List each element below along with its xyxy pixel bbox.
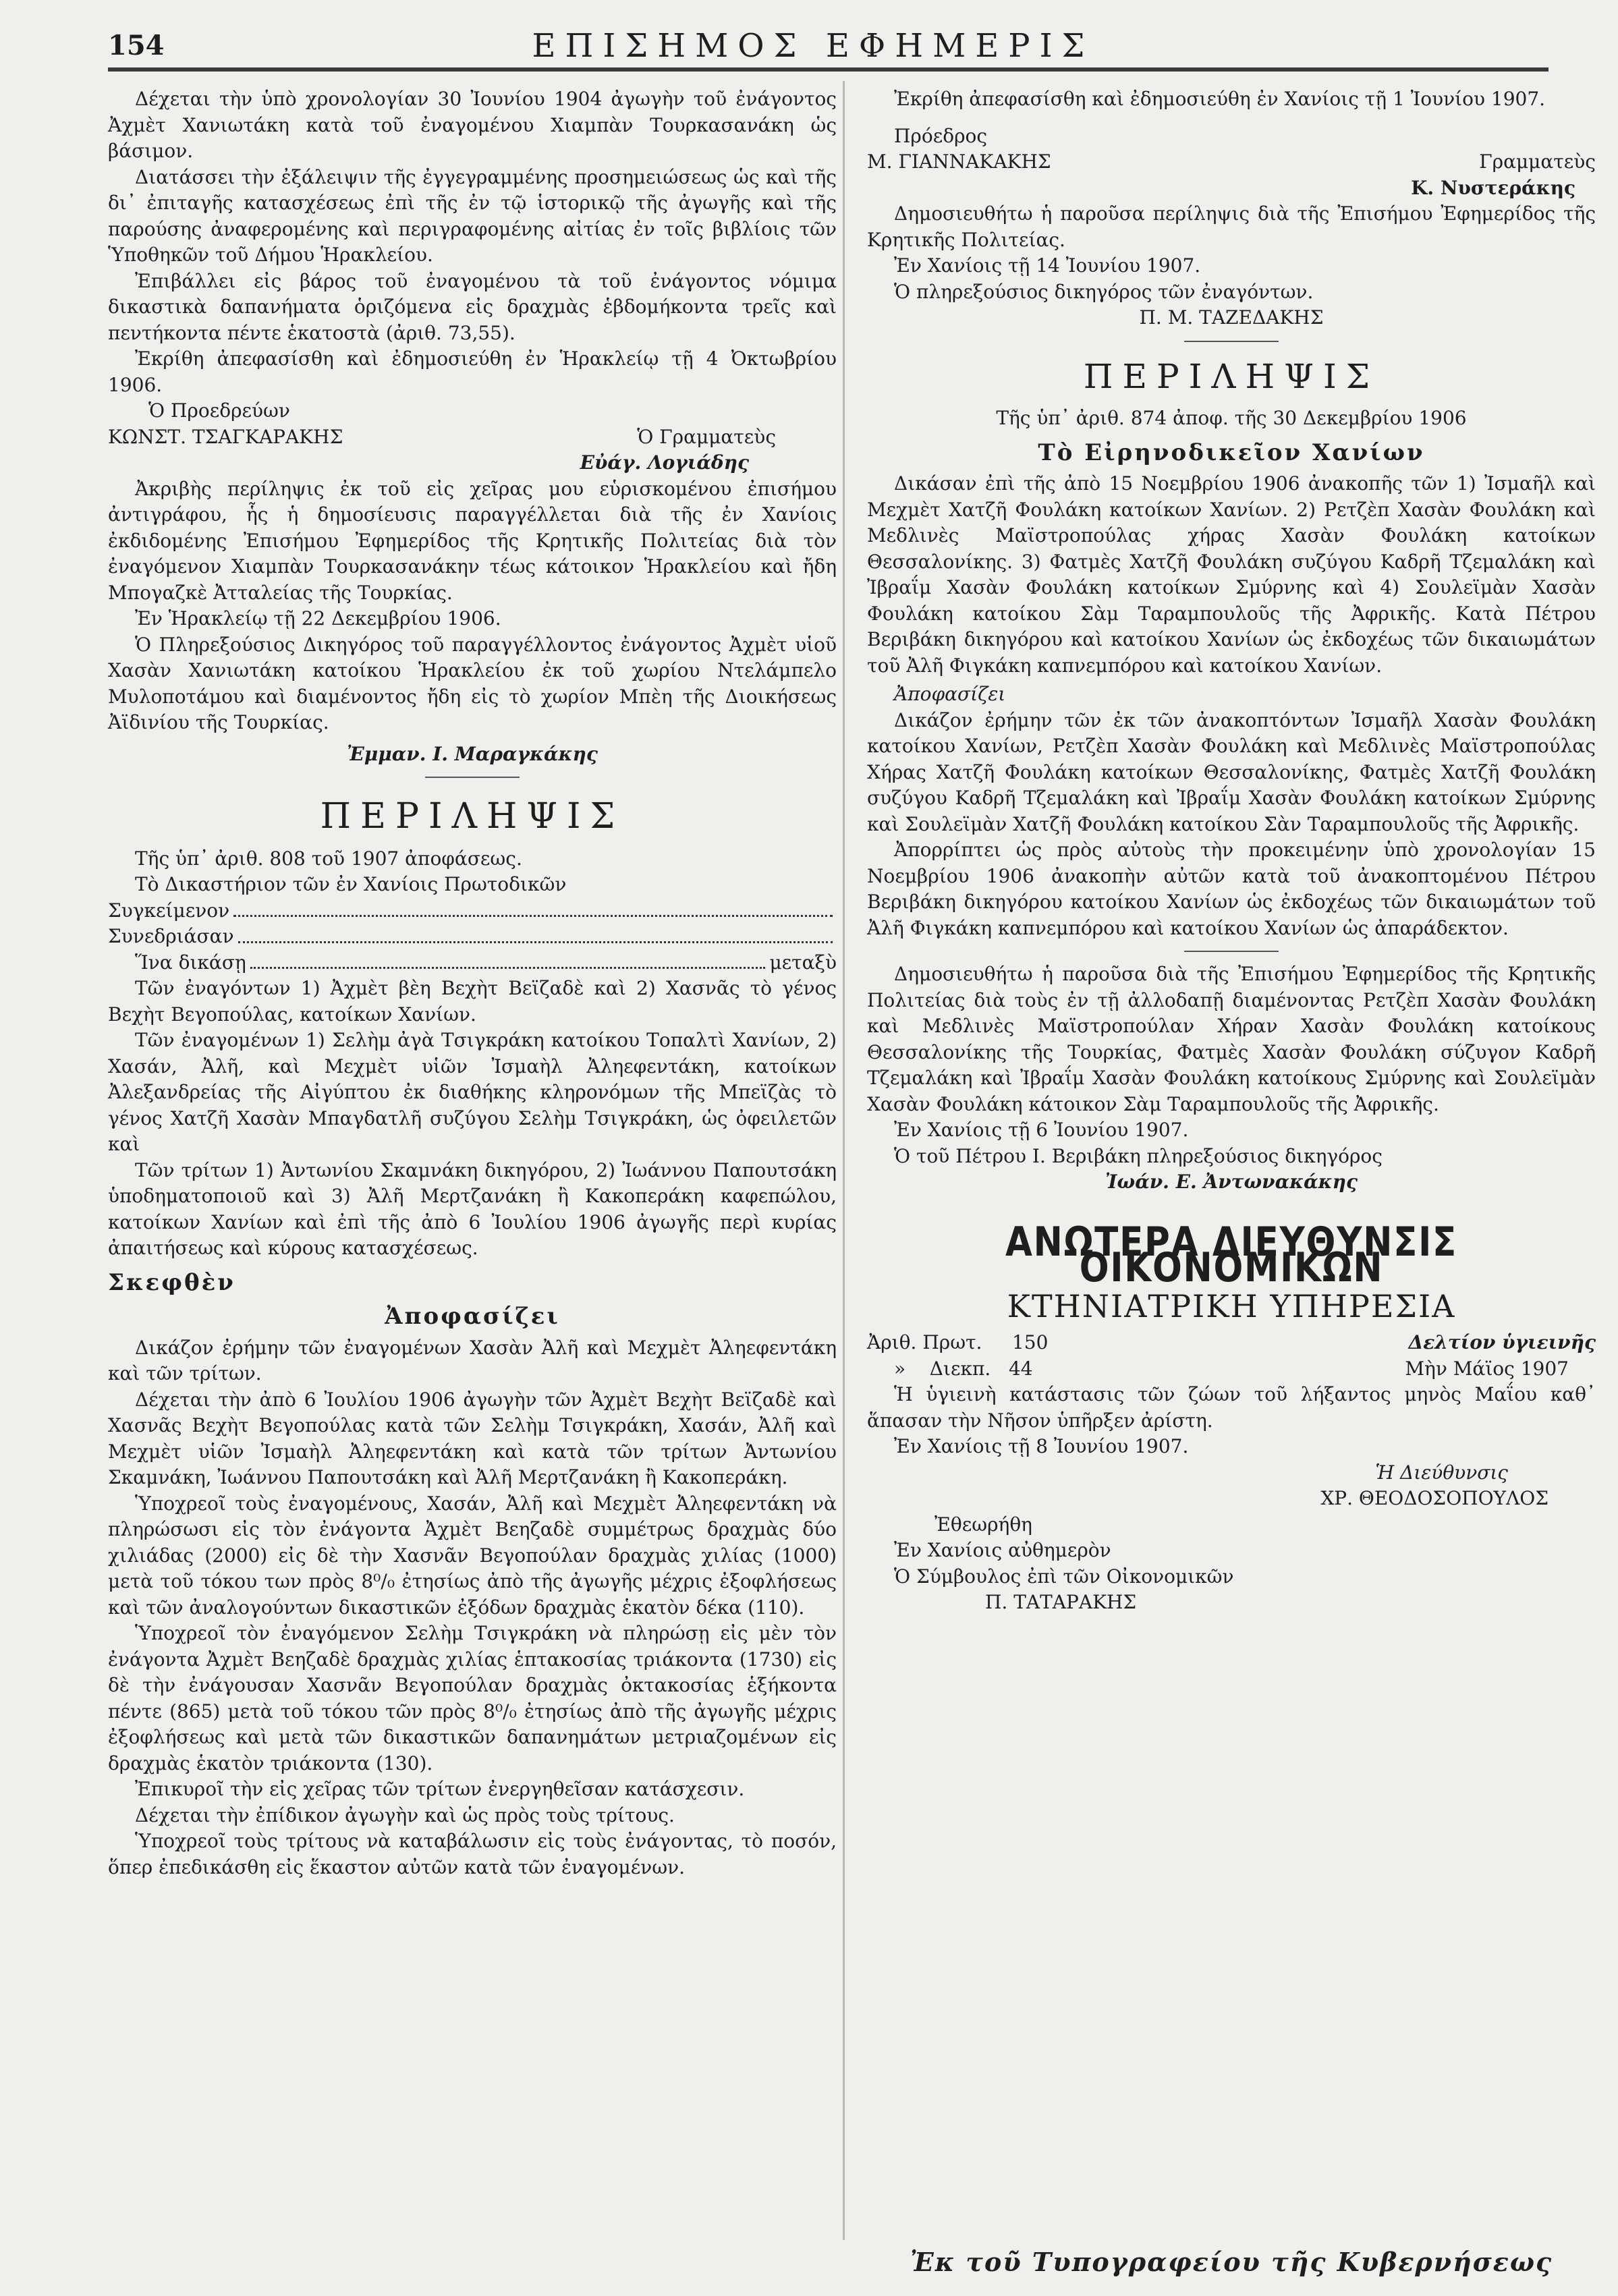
separator: [425, 777, 520, 778]
dot-leader: [250, 950, 766, 970]
dispatch-row: [867, 1356, 1596, 1382]
paragraph: Ὑποχρεοῖ τοὺς τρίτους νὰ καταβάλωσιν εἰς τοὺς ἐνάγοντας, τὸ ποσόν, ὅπερ ἐπεδικάσθη εἰς ἕκαστον αὐτῶν κατὰ τῶν ἐναγομένων.: [108, 1830, 837, 1878]
endorsed-place: Ἐν Χανίοις αὐθημερὸν: [894, 1539, 1111, 1561]
date-line: Ἐν Ἡρακλείῳ τῇ 22 Δεκεμβρίου 1906.: [135, 607, 501, 629]
signature-row: [867, 149, 1596, 175]
secretary-name: Εὐάγ. Λογιάδης: [580, 451, 749, 474]
secretary-role: Γραμματεὺς: [1479, 150, 1596, 173]
secretary-role: Ὁ Γραμματεὺς: [637, 425, 776, 448]
paragraph: Ἐπικυροῖ τὴν εἰς χεῖρας τῶν τρίτων ἐνεργηθεῖσαν κατάσχεσιν.: [135, 1778, 745, 1800]
lawyer-role: Ὁ πληρεξούσιος δικηγόρος τῶν ἐναγόντων.: [894, 280, 1314, 303]
paragraph: Δημοσιευθήτω ἡ παροῦσα περίληψις διὰ τῆς Ἐπισήμου Ἐφημερίδος τῆς Κρητικῆς Πολιτείας.: [867, 202, 1596, 251]
protocol-row: [867, 1330, 1596, 1356]
printer-footer: Ἐκ τοῦ Τυπογραφείου τῆς Κυβερνήσεως: [910, 2247, 1553, 2277]
paragraph: Δικάζον ἐρήμην τῶν ἐκ τῶν ἀνακοπτόντων Ἰσμαῆλ Χασὰν Φουλάκη κατοίκου Χανίων, Ρετζὲπ Χασὰν Φουλάκη καὶ Μεδλινὲς Μαϊστροπούλας Χήρας Χατζῆ Φουλάκη κατοίκων Θεσσαλονίκης, Φατμὲς Χατζῆ Φουλάκη συζύγου Καδρῆ Τζεμαλάκη καὶ Ἰβραΐμ Χασὰν Φουλάκη κατοίκων Σμύρνης καὶ Σουλεϊμὰν Χατζῆ Φουλάκη κατοίκου Σὰν Ταραμπουλοῦς τῆς Ἀφρικῆς.: [867, 708, 1596, 835]
dotted-line: [108, 950, 837, 976]
lawyer-signature: Ἐμμαν. Ι. Μαραγκάκης: [347, 742, 598, 765]
decides-heading: Ἀποφασίζει: [894, 683, 1006, 705]
paragraph: Ὑποχρεοῖ τοὺς ἐναγομένους, Χασάν, Ἀλῆ καὶ Μεχμὲτ Ἀληεφεντάκη νὰ πληρώσωσι εἰς τὸν ἐνάγοντα Ἀχμὲτ Βεηζαδὲ συμμέτρως δραχμὰς δύο χιλιάδας (2000) εἰς δὲ τὴν Χασνᾶν Βεγοπούλαν δραχμὰς χιλίας (1000) μετὰ τοῦ τόκου των πρὸς 8⁰/₀ ἐτησίως ἀπὸ τῆς ἀγωγῆς μέχρις ἐξοφλήσεως καὶ τῶν ἀναλογούντων δικαστικῶν ἐξόδων δραχμὰς ἑκατὸν δέκα (110).: [108, 1492, 837, 1619]
paragraph: Δημοσιευθήτω ἡ παροῦσα διὰ τῆς Ἐπισήμου Ἐφημερίδος τῆς Κρητικῆς Πολιτείας διὰ τοὺς ἐν τῇ ἀλλοδαπῇ διαμένοντας Ρετζὲπ Χασὰν Φουλάκη καὶ Μεδλινὲς Μαϊστροπούλαν Χήραν Χασὰν Φουλάκη κατοίκους Θεσσαλονίκης τῆς Τουρκίας, Φατμὲς Χασὰν Φουλάκη σύζυγον Καδρῆ Τζεμαλάκη καὶ Ἰβραΐμ Χασὰν Φουλάκη κατοίκους Σμύρνης καὶ Σουλεϊμὰν Χασὰν Φουλάκη κάτοικον Σὰμ Ταραμπουλοῦς τῆς Ἀφρικῆς.: [867, 963, 1596, 1115]
header-rule: [108, 67, 1549, 72]
paragraph: Ἐκρίθη ἀπεφασίσθη καὶ ἐδημοσιεύθη ἐν Ἡρακλείῳ τῇ 4 Ὀκτωβρίου 1906.: [108, 347, 837, 396]
dispatch-number: 44: [1008, 1357, 1033, 1380]
separator: [1184, 341, 1279, 342]
separator: [1184, 951, 1279, 952]
counsellor-name: Π. ΤΑΤΑΡΑΚΗΣ: [985, 1591, 1137, 1613]
paragraph: Ἀκριβὴς περίληψις ἐκ τοῦ εἰς χεῖρας μου εὑρισκομένου ἐπισήμου ἀντιγράφου, ἧς ἡ δημοσίευσις παραγγέλλεται διὰ τῆς ἐν Χανίοις ἐκδιδομένης Ἐπισήμου Ἐφημερίδος τῆς Κρητικῆς Πολιτείας διὰ τὸν ἐναγόμενον Χιαμπὰν Τουρκασανάκην τέως κάτοικον Ἡρακλείου καὶ ἤδη Μπογαζκὲ Ἀτταλείας τῆς Τουρκίας.: [108, 477, 837, 604]
bulletin-title: Δελτίον ὑγιεινῆς: [1408, 1331, 1596, 1353]
lawyer-role: Ὁ τοῦ Πέτρου Ι. Βεριβάκη πληρεξούσιος δικηγόρος: [894, 1144, 1383, 1167]
president-name: ΚΩΝΣΤ. ΤΣΑΓΚΑΡΑΚΗΣ: [108, 425, 343, 448]
date-line: Ἐν Χανίοις τῇ 8 Ἰουνίου 1907.: [894, 1435, 1189, 1457]
dotted-label: μεταξὺ: [769, 951, 837, 974]
paragraph: Δέχεται τὴν ἐπίδικον ἀγωγὴν καὶ ὡς πρὸς τοὺς τρίτους.: [135, 1803, 675, 1826]
paragraph: Ὁ Πληρεξούσιος Δικηγόρος τοῦ παραγγέλλοντος ἐνάγοντος Ἀχμὲτ υἱοῦ Χασὰν Χανιωτάκη κατοίκου Ἡρακλείου ἐκ τοῦ χωρίου Ντελάμπελο Μυλοποτάμου καὶ διαμένοντος ἤδη εἰς τὸ χωρίον Μπὲη τῆς Διοικήσεως Ἀϊδινίου τῆς Τουρκίας.: [108, 633, 837, 733]
protocol-number: 150: [1011, 1331, 1049, 1353]
endorsed-line: Ἐθεωρήθη: [934, 1513, 1032, 1536]
decision-reference: Τῆς ὑπ᾽ ἀριθ. 808 τοῦ 1907 ἀποφάσεως.: [135, 847, 522, 870]
dotted-line: [108, 924, 837, 950]
paragraph: Ἐκρίθη ἀπεφασίσθη καὶ ἐδημοσιεύθη ἐν Χανίοις τῇ 1 Ἰουνίου 1907.: [894, 88, 1546, 110]
decision-reference: Τῆς ὑπ᾽ ἀριθ. 874 ἀποφ. τῆς 30 Δεκεμβρίου 1906: [996, 407, 1467, 429]
paragraph: Τῶν ἐναγομένων 1) Σελὴμ ἀγὰ Τσιγκράκη κατοίκου Τοπαλτὶ Χανίων, 2) Χασάν, Ἀλῆ, καὶ Μεχμὲτ υἱῶν Ἰσμαὴλ Ἀληεφεντάκη, κατοίκων Ἀλεξανδρείας τῆς Αἰγύπτου ἐκ διαθήκης κληρονόμων τῆς Μπεϊζὰς τὸ γένος Χατζῆ Χασὰν Μπαγδατλῆ συζύγου Σελὴμ Τσιγκράκη, ὡς ὀφειλετῶν καὶ: [108, 1029, 837, 1155]
date-line: Ἐν Χανίοις τῇ 6 Ἰουνίου 1907.: [894, 1119, 1189, 1141]
counsellor-role: Ὁ Σύμβουλος ἐπὶ τῶν Οἰκονομικῶν: [894, 1565, 1234, 1588]
paragraph: Ἡ ὑγιεινὴ κατάστασις τῶν ζώων τοῦ λήξαντος μηνὸς Μαΐου καθ᾽ ἅπασαν τὴν Νῆσον ὑπῆρξεν ἀρίστη.: [867, 1383, 1596, 1432]
court-name: Τὸ Δικαστήριον τῶν ἐν Χανίοις Πρωτοδικῶν: [135, 873, 567, 895]
paragraph: Δέχεται τὴν ὑπὸ χρονολογίαν 30 Ἰουνίου 1904 ἀγωγὴν τοῦ ἐνάγοντος Ἀχμὲτ Χανιωτάκη κατὰ τοῦ ἐναγομένου Χιαμπὰν Τουρκασανάκη ὡς βάσιμον.: [108, 88, 837, 162]
column-divider: [843, 81, 845, 2240]
dotted-line: [108, 898, 837, 924]
lawyer-signature: Ἰωάν. Ε. Ἀντωνακάκης: [1105, 1171, 1358, 1193]
paragraph: Διατάσσει τὴν ἐξάλειψιν τῆς ἐγγεγραμμένης προσημειώσεως ὡς καὶ τῆς δι᾽ ἐπιταγῆς κατασχέσεως ἐπὶ τῆς ἐν τῷ ἱστορικῷ τῆς ἀγωγῆς καὶ τῆς παρούσης ἀναφερομένης καὶ περιγραφομένης αἰτίας ἐν τοῖς βιβλίοις τῶν Ὑποθηκῶν τοῦ Δήμου Ἡρακλείου.: [108, 165, 837, 266]
page-header: [81, 24, 1545, 65]
paragraph: Ὑποχρεοῖ τὸν ἐναγόμενον Σελὴμ Τσιγκράκη νὰ πληρώσῃ εἰς μὲν τὸν ἐνάγοντα Ἀχμὲτ Βεηζαδὲ δραχμὰς χιλίας ἑπτακοσίας τριάκοντα (1730) εἰς δὲ τὴν ἐνάγουσαν Χασνᾶν Βεγοπούλαν δραχμὰς ὀκτακοσίας ἑξήκοντα πέντε (865) μετὰ τοῦ τόκου τῶν πρὸς 8⁰/₀ ἐτησίως ἀπὸ τῆς ἀγωγῆς μέχρις ἐξοφλήσεως καὶ μετὰ τῶν δικαστικῶν δαπανημάτων μετριαζομένων εἰς δραχμὰς ἑκατὸν τριάκοντα (130).: [108, 1622, 837, 1774]
paragraph: Δικάζον ἐρήμην τῶν ἐναγομένων Χασὰν Ἀλῆ καὶ Μεχμὲτ Ἀληεφεντάκη καὶ τῶν τρίτων.: [108, 1336, 837, 1384]
running-title: ΕΠΙΣΗΜΟΣ ΕΦΗΜΕΡΙΣ: [532, 27, 1094, 65]
secretary-name: Κ. Νυστεράκης: [1411, 176, 1575, 199]
dot-leader: [238, 924, 833, 943]
right-column: [867, 86, 1596, 1616]
left-column: [108, 86, 837, 1880]
ditto-mark: »: [894, 1357, 906, 1380]
directorate-name: ΧΡ. ΘΕΟΔΟΣΟΠΟΥΛΟΣ: [1320, 1487, 1549, 1509]
service-title: ΚΤΗΝΙΑΤΡΙΚΗ ΥΠΗΡΕΣΙΑ: [1007, 1287, 1456, 1324]
paragraph: Ἀπορρίπτει ὡς πρὸς αὐτοὺς τὴν προκειμένην ὑπὸ χρονολογίαν 15 Νοεμβρίου 1906 ἀνακοπὴν αὐτῶν κατὰ τοῦ ἀνακοπτομένου Πέτρου Βεριβάκη δικηγόρου κατοίκου Χανίων ὡς ἐκδοχέως τῶν δικαιωμάτων τοῦ Ἀλῆ Φιγκάκη καπνεμπόρου καὶ κατοίκου Χανίων ὡς ἀπαράδεκτον.: [867, 839, 1596, 939]
court-name: Τὸ Εἰρηνοδικεῖον Χανίων: [1038, 439, 1425, 466]
president-role: Ὁ Προεδρεύων: [148, 399, 290, 422]
dot-leader: [233, 898, 833, 918]
paragraph: Τῶν ἐναγόντων 1) Ἀχμὲτ βὲη Βεχὴτ Βεϊζαδὲ καὶ 2) Χασνᾶς τὸ γένος Βεχὴτ Βεγοπούλας, κατοίκων Χανίων.: [108, 977, 837, 1026]
paragraph: Δικάσαν ἐπὶ τῆς ἀπὸ 15 Νοεμβρίου 1906 ἀνακοπῆς τῶν 1) Ἰσμαῆλ καὶ Μεχμὲτ Χατζῆ Φουλάκη κατοίκων Χανίων. 2) Ρετζὲπ Χασὰν Φουλάκη καὶ Μεδλινὲς Μαϊστροπούλας χήρας Χασὰν Φουλάκη κατοίκων Θεσσαλονίκης. 3) Φατμὲς Χατζῆ Φουλάκη συζύγου Καδρῆ Τζεμαλάκη καὶ Ἰβραΐμ Χασὰν Φουλάκη κατοίκων Σμύρνης καὶ 4) Σουλεϊμὰν Χασὰν Φουλάκη κατοίκου Σὰμ Ταραμπουλοῦς τῆς Ἀφρικῆς. Κατὰ Πέτρου Βεριβάκη δικηγόρου καὶ κατοίκου Χανίων ὡς ἐκδοχέως τῶν δικαιωμάτων τοῦ Ἀλῆ Φιγκάκη καπνεμπόρου καὶ κατοίκου Χανίων.: [867, 472, 1596, 677]
section-heading: ΠΕΡΙΛΗΨΙΣ: [1083, 356, 1380, 396]
paragraph: Τῶν τρίτων 1) Ἀντωνίου Σκαμνάκη δικηγόρου, 2) Ἰωάννου Παπουτσάκη ὑποδηματοποιοῦ καὶ 3) Ἀλῆ Μερτζανάκη ἢ Κακοπεράκη καφεπώλου, κατοίκων Χανίων καὶ ἐπὶ τῆς ἀπὸ 6 Ἰουλίου 1906 ἀγωγῆς περὶ κυρίας ἀπαιτήσεως καὶ κύρους κατασχέσεως.: [108, 1158, 837, 1259]
section-heading: ΠΕΡΙΛΗΨΙΣ: [320, 796, 625, 837]
decides-heading: Ἀποφασίζει: [385, 1303, 560, 1330]
signature-row: [108, 424, 837, 451]
page-number: 154: [108, 30, 165, 61]
considered-heading: Σκεφθὲν: [108, 1268, 235, 1296]
dispatch-label: Διεκπ.: [929, 1357, 991, 1380]
paragraph: Ἐπιβάλλει εἰς βάρος τοῦ ἐναγομένου τὰ τοῦ ἐνάγοντος νόμιμα δικαστικὰ δαπανήματα ὁριζόμενα εἰς δραχμὰς ἑβδομήκοντα τρεῖς καὶ πεντήκοντα πέντε ἑκατοστὰ (ἀριθ. 73,55).: [108, 269, 837, 344]
president-role: Πρόεδρος: [894, 124, 988, 147]
dotted-label: Συνεδριάσαν: [108, 925, 234, 947]
directorate-role: Ἡ Διεύθυνσις: [1375, 1461, 1508, 1484]
paragraph: Δέχεται τὴν ἀπὸ 6 Ἰουλίου 1906 ἀγωγὴν τῶν Ἀχμὲτ Βεχὴτ Βεϊζαδὲ καὶ Χασνᾶς Βεχὴτ Βεγοπούλας κατὰ τῶν Σελὴμ Τσιγκράκη, Χασάν, Ἀλῆ καὶ Μεχμὲτ υἱῶν Ἰσμαὴλ Ἀληεφεντάκη καὶ κατὰ τῶν τρίτων Ἀντωνίου Σκαμνάκη, Ἰωάννου Παπουτσάκη καὶ Ἀλῆ Μερτζανάκη ἢ Κακοπεράκη.: [108, 1388, 837, 1488]
dotted-label: Ἵνα δικάσῃ: [135, 951, 246, 974]
president-name: Μ. ΓΙΑΝΝΑΚΑΚΗΣ: [867, 150, 1051, 173]
date-line: Ἐν Χανίοις τῇ 14 Ἰουνίου 1907.: [894, 254, 1201, 277]
month-line: Μὴν Μάϊος 1907: [1405, 1357, 1569, 1380]
agency-title: ΑΝΩΤΕΡΑ ΔΙΕΥΘΥΝΣΙΣ ΟΙΚΟΝΟΜΙΚΩΝ: [1005, 1218, 1457, 1291]
protocol-label: Ἀριθ. Πρωτ.: [867, 1331, 982, 1353]
dotted-label: Συγκείμενον: [108, 899, 230, 922]
lawyer-signature: Π. Μ. ΤΑΖΕΔΑΚΗΣ: [1139, 306, 1324, 329]
